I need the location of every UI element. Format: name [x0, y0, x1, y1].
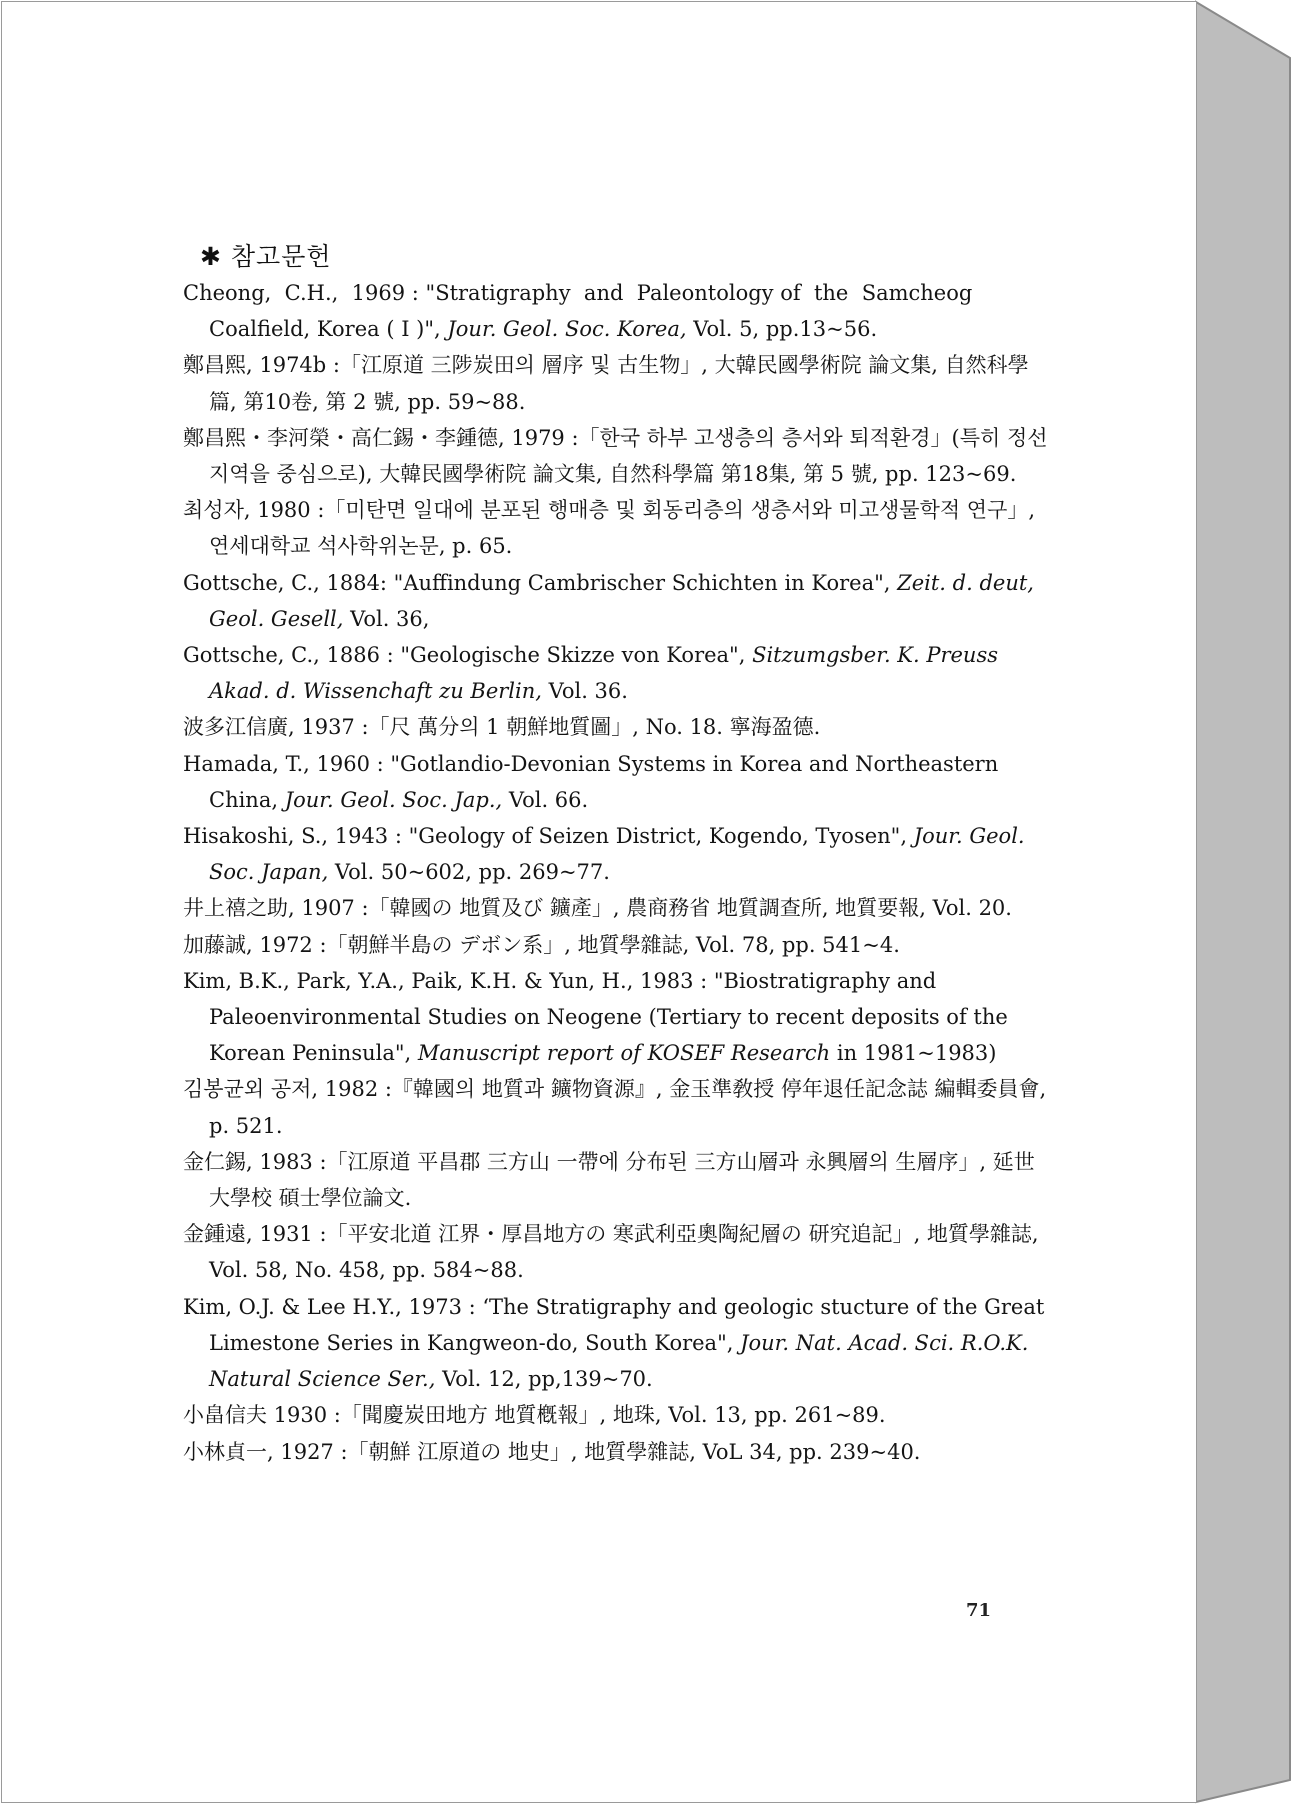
reference-text: Hamada, T., 1960 : "Gotlandio-Devonian Systems in Korea and Northeastern China, — [183, 751, 1005, 812]
page-number: 71 — [966, 1600, 992, 1621]
reference-entry — [183, 1144, 1053, 1216]
reference-entry — [183, 890, 1053, 926]
reference-details: Vol. 5, pp.13~56. — [686, 317, 878, 342]
reference-entry — [183, 927, 1053, 963]
reference-journal: Jour. Geol. Soc. Jap., — [284, 787, 503, 812]
reference-list — [183, 275, 1053, 1470]
reference-text: 波多江信廣, 1937 :「尺 萬分의 1 朝鮮地質圖」, No. 18. 寧海盈德. — [183, 715, 821, 740]
reference-entry — [183, 420, 1053, 492]
reference-details: Vol. 12, pp,139~70. — [435, 1367, 653, 1392]
reference-text: Gottsche, C., 1884: "Auffindung Cambrischer Schichten in Korea", — [183, 570, 898, 595]
reference-journal: Manuscript report of KOSEF Research — [417, 1041, 831, 1066]
reference-entry — [183, 1289, 1053, 1398]
reference-details: Vol. 50~602, pp. 269~77. — [328, 860, 610, 885]
reference-entry — [183, 1397, 1053, 1433]
reference-text: 최성자, 1980 :「미탄면 일대에 분포된 행매층 및 회동리층의 생층서와 미고생물학적 연구」, 연세대학교 석사학위논문, p. 65. — [183, 498, 1042, 559]
reference-entry — [183, 637, 1053, 709]
reference-text: Cheong, C.H., 1969 : "Stratigraphy and Paleontology of the Samcheog Coalfield, Korea ( I )", — [183, 281, 980, 342]
reference-text: 鄭昌熙・李河榮・高仁錫・李鍾德, 1979 :「한국 하부 고생층의 층서와 퇴적환경」(특히 정선지역을 중심으로), 大韓民國學術院 論文集, 自然科學篇 第18集, 第 5 號, pp. 123~69. — [183, 425, 1048, 487]
reference-text: Gottsche, C., 1886 : "Geologische Skizze von Korea", — [183, 643, 753, 668]
reference-text: 金仁錫, 1983 :「江原道 平昌郡 三方山 一帶에 分布된 三方山層과 永興層의 生層序」, 延世大學校 碩士學位論文. — [183, 1149, 1035, 1211]
reference-entry — [183, 963, 1053, 1072]
reference-entry — [183, 347, 1053, 419]
reference-entry — [183, 1434, 1053, 1470]
reference-text: 鄭昌熙, 1974b :「江原道 三陟炭田의 層序 및 古生物」, 大韓民國學術院 論文集, 自然科學篇, 第10卷, 第 2 號, pp. 59~88. — [183, 353, 1029, 414]
reference-text: Kim, O.J. & Lee H.Y., 1973 : ‘The Stratigraphy and geologic stucture of the Great Limestone Series in Kangweon-do, South Korea", — [183, 1294, 1051, 1355]
reference-text: Hisakoshi, S., 1943 : "Geology of Seizen District, Kogendo, Tyosen", — [183, 824, 914, 849]
reference-details: Vol. 66. — [502, 787, 589, 812]
reference-text: Kim, B.K., Park, Y.A., Paik, K.H. & Yun, H., 1983 : "Biostratigraphy and Paleoenvironmental Studies on Neogene (Tertiary to recent deposits of the Korean Peninsula", — [183, 968, 1015, 1066]
reference-entry — [183, 746, 1053, 818]
reference-entry — [183, 492, 1053, 564]
reference-text: 小畠信夫 1930 :「聞慶炭田地方 地質槪報」, 地珠, Vol. 13, pp. 261~89. — [183, 1403, 886, 1428]
reference-journal: Jour. Nat. Acad. Sci. R.O.K. Natural Science Ser., — [209, 1330, 1036, 1392]
book-side-face — [1196, 2, 1290, 1802]
reference-text: 井上禧之助, 1907 :「韓國の 地質及び 鑛產」, 農商務省 地質調查所, 地質要報, Vol. 20. — [183, 896, 1012, 921]
reference-entry — [183, 709, 1053, 745]
reference-journal: Jour. Geol. Soc. Korea, — [447, 317, 687, 342]
reference-text: 김봉균외 공저, 1982 :『韓國의 地質과 鑛物資源』, 金玉準敎授 停年退任記念誌 編輯委員會, p. 521. — [183, 1077, 1053, 1138]
reference-text: 小林貞一, 1927 :「朝鮮 江原道の 地史」, 地質學雜誌, VoL 34, pp. 239~40. — [183, 1439, 921, 1464]
reference-details: in 1981~1983) — [830, 1041, 997, 1066]
references-heading: ✱ 참고문헌 — [200, 242, 332, 271]
reference-entry — [183, 275, 1053, 347]
reference-entry — [183, 1216, 1053, 1288]
reference-entry — [183, 818, 1053, 890]
reference-text: 金鍾遠, 1931 :「平安北道 江界・厚昌地方の 寒武利亞奧陶紀層の 研究追記」, 地質學雜誌, Vol. 58, No. 458, pp. 584~88. — [183, 1222, 1046, 1283]
reference-entry — [183, 565, 1053, 637]
reference-journal: Sitzumgsber. K. Preuss Akad. d. Wissenchaft zu Berlin, — [209, 643, 1005, 704]
reference-text: 加藤誠, 1972 :「朝鮮半島の デボン系」, 地質學雜誌, Vol. 78, pp. 541~4. — [183, 932, 900, 957]
reference-journal: Jour. Geol. Soc. Japan, — [209, 824, 1032, 885]
reference-details: Vol. 36, — [343, 606, 430, 631]
reference-details: Vol. 36. — [541, 679, 628, 704]
reference-journal: Zeit. d. deut, Geol. Gesell, — [209, 570, 1041, 631]
reference-entry — [183, 1071, 1053, 1143]
